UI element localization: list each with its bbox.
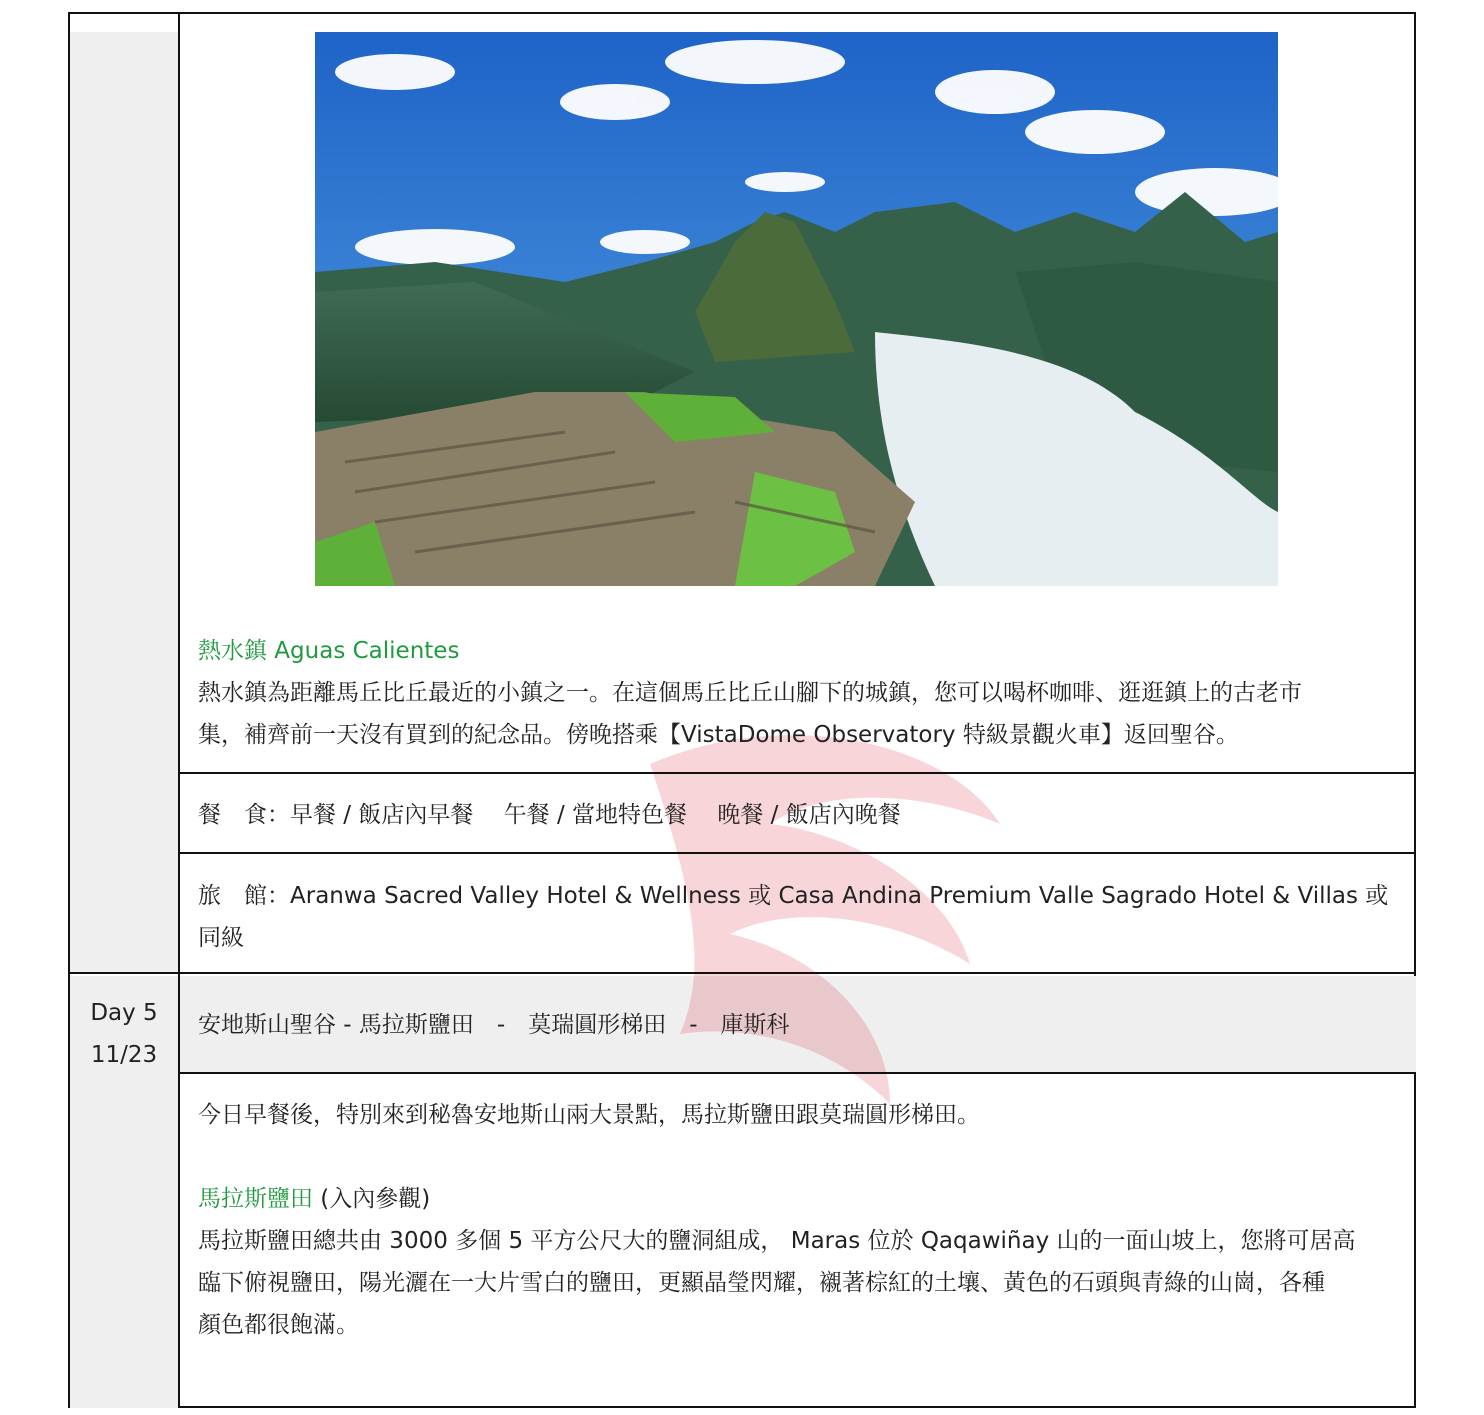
salt-title: 馬拉斯鹽田 [198, 1186, 313, 1212]
place-description [198, 672, 1302, 756]
hotel-text-line: 同級 [198, 925, 244, 951]
left-column-day4-cell [70, 32, 178, 972]
left-column-day5-cell [70, 976, 178, 1408]
salt-text-line: 馬拉斯鹽田總共由 3000 多個 5 平方公尺大的鹽洞組成， Maras 位於 Qaqawiñay 山的一面山坡上，您將可居高 [198, 1228, 1356, 1254]
day5-intro: 今日早餐後，特別來到秘魯安地斯山兩大景點，馬拉斯鹽田跟莫瑞圓形梯田。 [198, 1102, 980, 1128]
machu-picchu-photo [315, 32, 1278, 586]
column-divider [178, 14, 180, 1408]
place-heading [198, 630, 459, 672]
divider [178, 852, 1416, 854]
day5-route: 安地斯山聖谷 - 馬拉斯鹽田 - 莫瑞圓形梯田 - 庫斯科 [198, 1012, 790, 1038]
salt-description [198, 1220, 1356, 1346]
meals-text: 餐 食：早餐 / 飯店內早餐 午餐 / 當地特色餐 晚餐 / 飯店內晚餐 [198, 802, 901, 828]
salt-text-line: 臨下俯視鹽田，陽光灑在一大片雪白的鹽田，更顯晶瑩閃耀，襯著棕紅的土壤、黃色的石頭與青綠的山崗，各種 [198, 1270, 1325, 1296]
day-number: Day 5 [90, 1000, 158, 1026]
salt-note: (入內參觀) [313, 1186, 431, 1212]
divider [178, 1072, 1416, 1074]
hotel-text [198, 875, 1388, 959]
salt-text-line: 顏色都很飽滿。 [198, 1312, 359, 1338]
day-divider [70, 972, 1416, 974]
itinerary-table [68, 12, 1416, 1408]
place-text-line: 集，補齊前一天沒有買到的紀念品。傍晚搭乘【VistaDome Observatory 特級景觀火車】返回聖谷。 [198, 722, 1239, 748]
day-date: 11/23 [90, 1042, 158, 1068]
place-text-line: 熱水鎮為距離馬丘比丘最近的小鎮之一。在這個馬丘比丘山腳下的城鎮，您可以喝杯咖啡、逛逛鎮上的古老市 [198, 680, 1302, 706]
place-title: 熱水鎮 Aguas Calientes [198, 638, 460, 664]
divider [178, 772, 1416, 774]
hotel-text-line: 旅 館：Aranwa Sacred Valley Hotel & Wellness 或 Casa Andina Premium Valle Sagrado Hotel & Villas 或 [198, 883, 1389, 909]
salt-heading [198, 1178, 430, 1220]
